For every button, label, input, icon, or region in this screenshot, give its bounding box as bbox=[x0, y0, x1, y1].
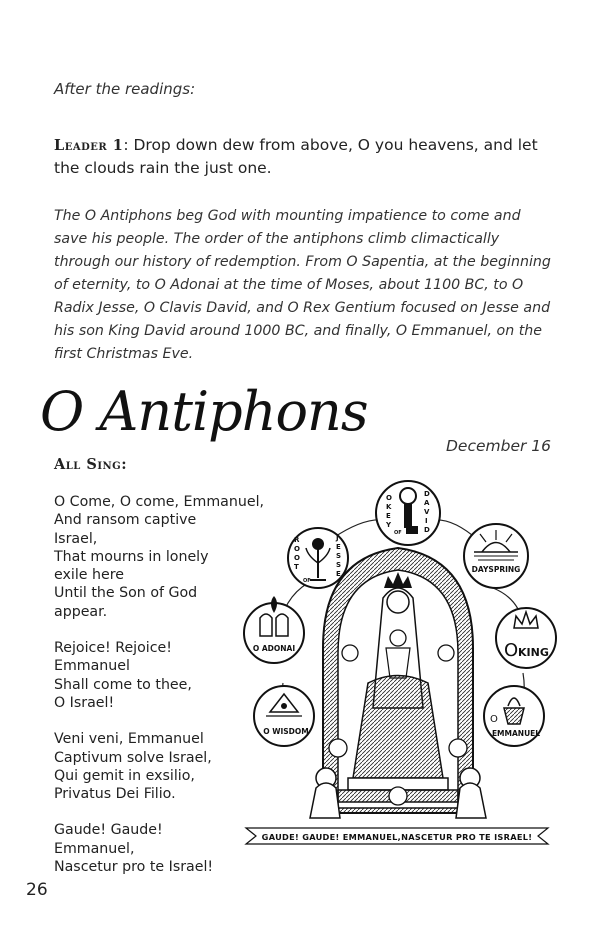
verse-line: Privatus Dei Filio. bbox=[54, 786, 176, 803]
emmanuel-o-label: O bbox=[490, 714, 498, 725]
hymn-verses bbox=[54, 493, 264, 894]
key-letter: V bbox=[424, 508, 430, 516]
key-letter: OF bbox=[394, 530, 402, 536]
key-letter: I bbox=[425, 517, 428, 525]
verse-line: And ransom captive bbox=[54, 512, 197, 529]
page-number: 26 bbox=[26, 880, 48, 900]
verse-line: Until the Son of God bbox=[54, 585, 198, 602]
emmanuel-label: EMMANUEL bbox=[491, 729, 541, 738]
gaude-banner bbox=[246, 828, 548, 844]
dayspring-medallion bbox=[464, 524, 528, 588]
leader-text: : Drop down dew from above, O you heavens, and let the clouds rain the just one. bbox=[54, 136, 538, 177]
root-letter: J bbox=[336, 534, 339, 542]
leader-line bbox=[54, 134, 554, 179]
verse-line: O Israel! bbox=[54, 694, 115, 711]
all-sing-label: All Sing: bbox=[54, 456, 128, 473]
verse-line: Veni veni, Emmanuel bbox=[54, 731, 204, 748]
verse-line: Israel, bbox=[54, 530, 98, 547]
king-medallion bbox=[496, 608, 556, 668]
verse-line: Captivum solve Israel, bbox=[54, 749, 212, 766]
stanza bbox=[54, 821, 264, 876]
stanza bbox=[54, 730, 264, 803]
verse-line: Rejoice! Rejoice! bbox=[54, 640, 172, 657]
verse-line: appear. bbox=[54, 603, 108, 620]
verse-line: That mourns in lonely bbox=[54, 548, 209, 565]
page-title: O Antiphons bbox=[40, 380, 368, 443]
verse-line: Emmanuel bbox=[54, 658, 130, 675]
key-letter: D bbox=[424, 526, 430, 534]
root-letter: O bbox=[294, 545, 300, 553]
key-of-david-medallion bbox=[376, 481, 440, 545]
dayspring-label: DAYSPRING bbox=[471, 565, 521, 574]
verse-line: Nascetur pro te Israel! bbox=[54, 859, 214, 876]
root-letter: S bbox=[336, 552, 342, 560]
stanza bbox=[54, 493, 264, 621]
verse-line: Qui gemit in exsilio, bbox=[54, 767, 195, 784]
intro-text: After the readings: bbox=[54, 80, 196, 98]
explanation-paragraph: The O Antiphons beg God with mounting impatience to come and save his people. The order of the antiphons climb climactically through our history of redemption. From O Sapentia, at the beginning of eternity, to O Adonai at the time of Moses, about 1100 BC, to O Radix Jesse, O Clavis David, and O Rex Gentium focused on Jesse and his son King David around 1000 BC, and finally, O Emmanuel, on the first Christmas Eve. bbox=[54, 208, 551, 362]
root-letter: O bbox=[294, 554, 300, 562]
key-letter: E bbox=[386, 512, 391, 520]
adonai-label: O ADONAI bbox=[252, 644, 296, 653]
root-letter: E bbox=[336, 543, 341, 551]
madonna-throne-icon bbox=[310, 548, 486, 818]
root-letter: R bbox=[294, 536, 300, 544]
wisdom-medallion bbox=[254, 686, 314, 746]
verse-line: Gaude! Gaude! bbox=[54, 822, 163, 839]
key-letter: D bbox=[424, 490, 430, 498]
root-of-jesse-medallion bbox=[288, 528, 348, 588]
stanza bbox=[54, 639, 264, 712]
key-letter: K bbox=[386, 503, 392, 511]
o-antiphons-illustration bbox=[238, 478, 558, 858]
root-letter: OF bbox=[303, 578, 311, 584]
leader-label: Leader 1 bbox=[54, 137, 124, 154]
adonai-medallion bbox=[244, 596, 304, 663]
date-label: December 16 bbox=[446, 437, 552, 455]
key-letter: A bbox=[424, 499, 430, 507]
key-letter: Y bbox=[386, 521, 392, 529]
verse-line: Emmanuel, bbox=[54, 840, 135, 857]
wisdom-label: O WISDOM bbox=[263, 727, 309, 736]
verse-line: O Come, O come, Emmanuel, bbox=[54, 494, 265, 510]
root-letter: T bbox=[294, 563, 299, 571]
verse-line: Shall come to thee, bbox=[54, 676, 192, 693]
king-label: KING bbox=[518, 646, 549, 659]
verse-line: exile here bbox=[54, 567, 124, 584]
banner-text: GAUDE! GAUDE! EMMANUEL,NASCETUR PRO TE ISRAEL! bbox=[261, 832, 533, 842]
root-letter: E bbox=[336, 570, 341, 578]
key-letter: O bbox=[386, 494, 392, 502]
root-letter: S bbox=[336, 561, 342, 569]
king-o-label: O bbox=[504, 640, 519, 661]
emmanuel-medallion bbox=[484, 686, 544, 746]
